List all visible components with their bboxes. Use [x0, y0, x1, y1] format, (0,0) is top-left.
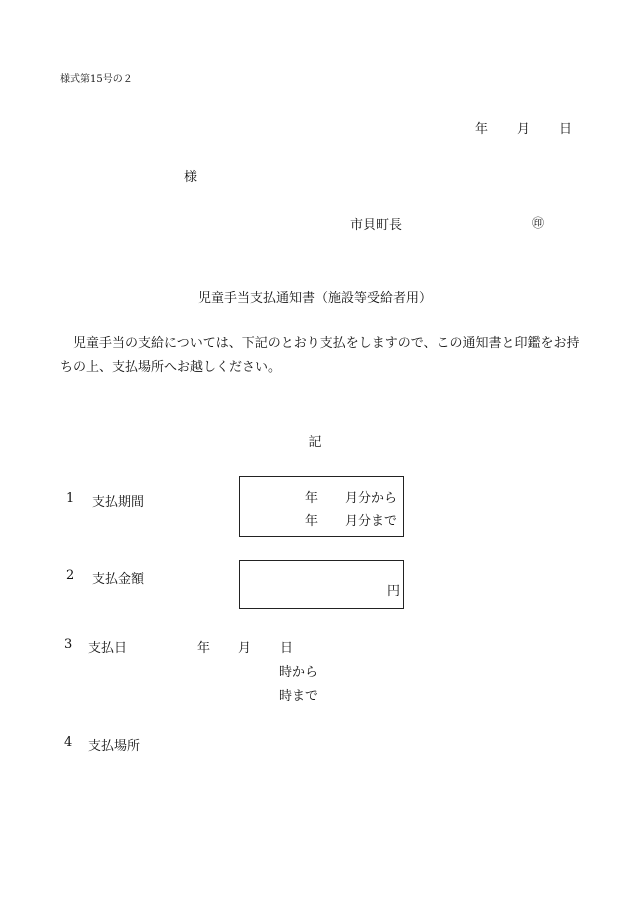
- document-title: 児童手当支払通知書（施設等受給者用）: [197, 291, 432, 306]
- payment-date-year: 年: [197, 641, 211, 656]
- item-4-number: 4: [64, 735, 73, 750]
- form-number: 様式第15号の２: [60, 74, 133, 85]
- date-day: 日: [559, 122, 573, 137]
- item-3-label: 支払日: [88, 641, 128, 656]
- period-to-month: 月分まで: [345, 514, 398, 529]
- seal-mark-icon: ㊞: [532, 216, 545, 230]
- ki-heading: 記: [308, 435, 322, 450]
- recipient-honorific: 様: [184, 170, 198, 185]
- item-1-number: 1: [66, 491, 75, 506]
- payment-date-day: 日: [280, 641, 294, 656]
- item-2-label: 支払金額: [92, 572, 145, 587]
- period-to-year: 年: [305, 514, 319, 529]
- payment-time-from: 時から: [279, 665, 319, 680]
- period-from-year: 年: [305, 491, 319, 506]
- date-month: 月: [517, 122, 531, 137]
- payment-time-to: 時まで: [279, 689, 319, 704]
- period-from-month: 月分から: [345, 491, 398, 506]
- amount-unit: 円: [387, 584, 401, 599]
- item-4-label: 支払場所: [88, 739, 141, 754]
- date-year: 年: [475, 122, 489, 137]
- payment-date-month: 月: [238, 641, 252, 656]
- payment-amount-box: [239, 560, 404, 609]
- body-text: 児童手当の支給については、下記のとおり支払をしますので、この通知書と印鑑をお持ちの上、支払場所へお越しください。: [60, 336, 580, 375]
- issuer-name: 市貝町長: [350, 218, 403, 233]
- item-1-label: 支払期間: [92, 495, 145, 510]
- item-2-number: 2: [66, 568, 75, 583]
- item-3-number: 3: [64, 637, 73, 652]
